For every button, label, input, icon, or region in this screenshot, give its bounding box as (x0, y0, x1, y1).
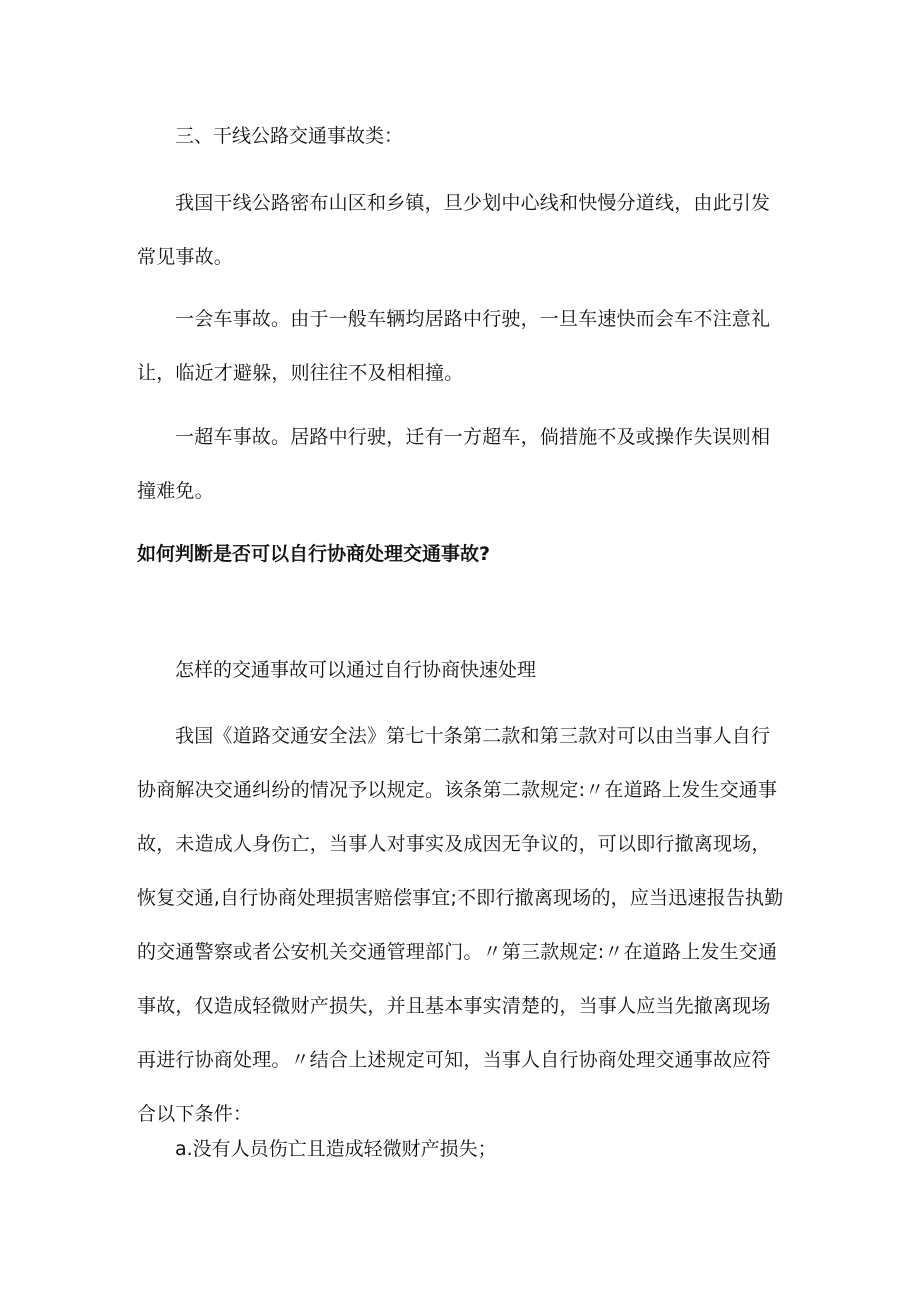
law-paragraph: 我国《道路交通安全法》第七十条第二款和第三款对可以由当事人自行协商解决交通纠纷的情况予以规定。该条第二款规定:〃在道路上发生交通事故，未造成人身伤亡，当事人对事实及成因无争议的，可以即行撤离现场，恢复交通,自行协商处理损害赔偿事宜;不即行撤离现场的，应当迅速报告执勤的交通警察或者公安机关交通管理部门。〃第三款规定:〃在道路上发生交通事故，仅造成轻微财产损失，并且基本事实清楚的，当事人应当先撤离现场再进行协商处理。〃结合上述规定可知，当事人自行协商处理交通事故应符合以下条件： (137, 725, 784, 1125)
condition-a: a.没有人员伤亡且造成轻微财产损失； (175, 1138, 497, 1160)
subheading: 怎样的交通事故可以通过自行协商快速处理 (175, 659, 537, 681)
question-heading: 如何判断是否可以自行协商处理交通事故? (137, 543, 491, 565)
section-title: 三、干线公路交通事故类： (175, 125, 404, 147)
overtaking-accident-paragraph: 一超车事故。居路中行驶，迁有一方超车，倘措施不及或操作失误则相撞难免。 (137, 426, 771, 502)
meeting-accident-paragraph: 一会车事故。由于一般车辆均居路中行驶，一旦车速快而会车不注意礼让，临近才避躲，则往往不及相相撞。 (137, 308, 771, 384)
intro-paragraph: 我国干线公路密布山区和乡镇，旦少划中心线和快慢分道线，由此引发常见事故。 (137, 192, 771, 268)
